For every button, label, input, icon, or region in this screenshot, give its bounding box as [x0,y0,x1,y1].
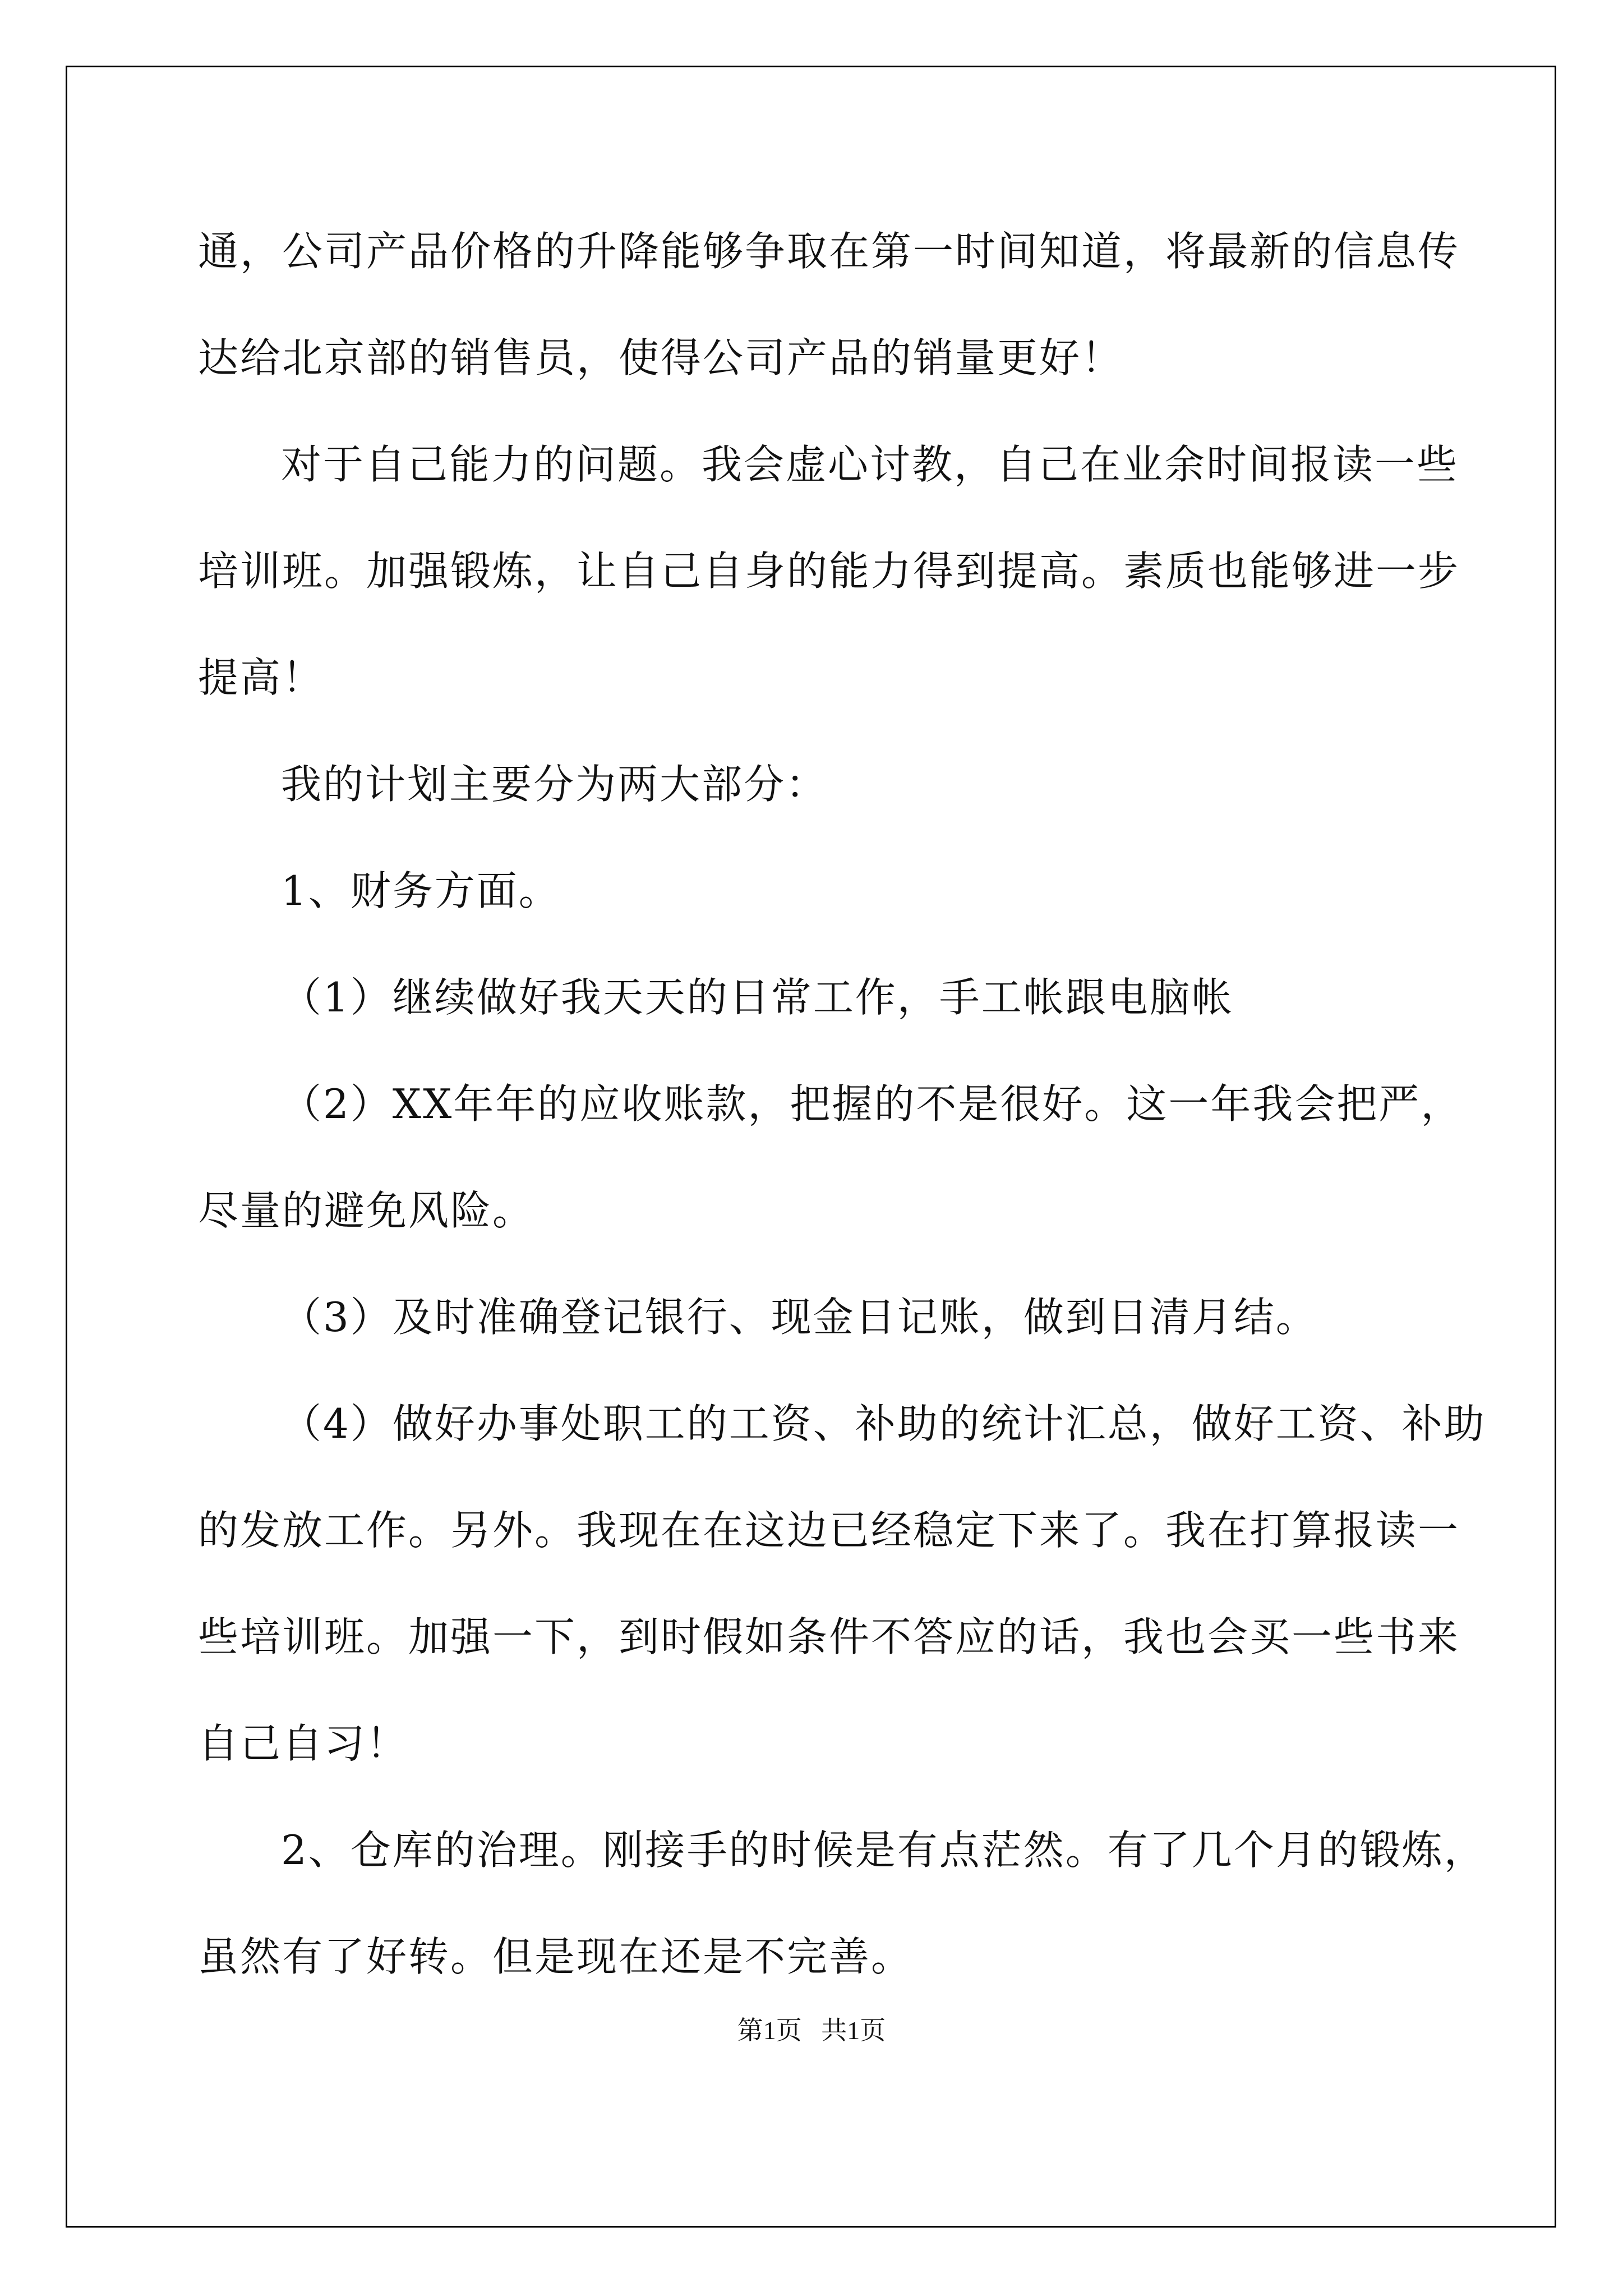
text-line: 2、仓库的治理。刚接手的时候是有点茫然。有了几个月的锻炼， [281,1826,1486,1874]
text-line: 尽量的避免风险。 [198,1187,535,1234]
text-line: 达给北京部的销售员，使得公司产品的销量更好！ [198,334,1124,381]
text-line: （1）继续做好我天天的日常工作，手工帐跟电脑帐 [281,974,1234,1021]
text-line: （2）XX年年的应收账款，把握的不是很好。这一年我会把严， [281,1080,1463,1128]
text-line: （4）做好办事处职工的工资、补助的统计汇总，做好工资、补助 [281,1400,1486,1447]
text-line: 自己自习！ [198,1720,409,1767]
text-line: 虽然有了好转。但是现在还是不完善。 [198,1933,914,1980]
text-line: 的发放工作。另外。我现在在这边已经稳定下来了。我在打算报读一 [198,1507,1460,1554]
text-line: 培训班。加强锻炼，让自己自身的能力得到提高。素质也能够进一步 [198,547,1460,595]
text-line: 提高！ [198,654,325,701]
text-line: 对于自己能力的问题。我会虚心讨教，自己在业余时间报读一些 [281,441,1459,488]
text-line: （3）及时准确登记银行、现金日记账，做到日清月结。 [281,1294,1318,1341]
text-line: 通，公司产品价格的升降能够争取在第一时间知道，将最新的信息传 [198,228,1460,275]
page-border [66,66,1556,2228]
text-line: 1、财务方面。 [281,867,561,914]
text-line: 些培训班。加强一下，到时假如条件不答应的话，我也会买一些书来 [198,1613,1460,1660]
page-number-footer: 第1页 共1页 [737,2016,886,2045]
text-line: 我的计划主要分为两大部分： [281,761,828,808]
